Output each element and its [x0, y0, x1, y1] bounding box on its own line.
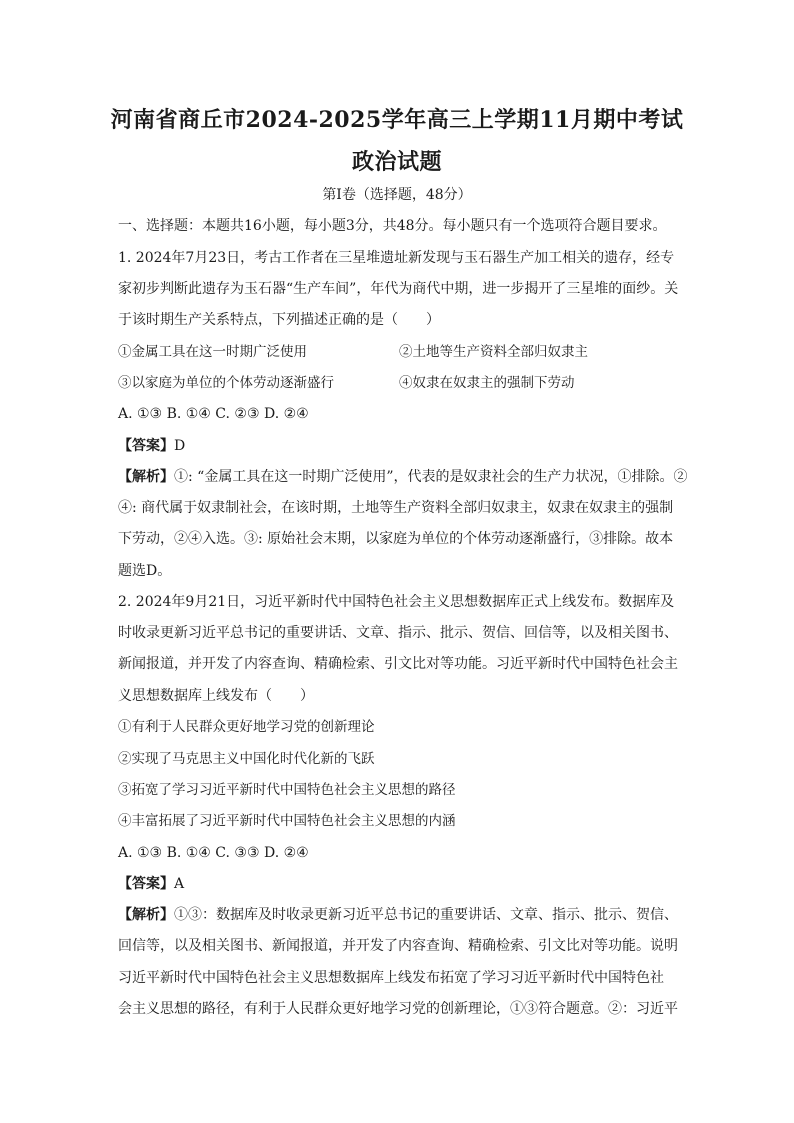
- q1-option-3: ③以家庭为单位的个体劳动逐渐盛行: [118, 375, 334, 391]
- document-title: 河南省商丘市2024-2025学年高三上学期11月期中考试: [110, 107, 684, 133]
- q2-stem-line-3: 新闻报道，并开发了内容查询、精确检索、引文比对等功能。习近平新时代中国特色社会主: [118, 656, 678, 672]
- q2-stem-line-1: 2. 2024年9月21日，习近平新时代中国特色社会主义思想数据库正式上线发布。数据库及: [118, 594, 675, 610]
- q1-stem-line-2: 家初步判断此遗存为玉石器“生产车间”，年代为商代中期，进一步揭开了三星堆的面纱。关: [118, 281, 679, 297]
- q1-stem-line-3: 于该时期生产关系特点，下列描述正确的是（ ）: [118, 312, 440, 328]
- q2-stem-line-2: 时收录更新习近平总书记的重要讲话、文章、指示、批示、贺信、回信等，以及相关图书、: [118, 625, 678, 641]
- answer-label: 【答案】: [118, 438, 174, 454]
- q2-stem-line-4: 义思想数据库上线发布（ ）: [118, 688, 314, 704]
- subject-title: 政治试题: [351, 149, 442, 175]
- analysis-label: 【解析】: [118, 469, 174, 485]
- q1-analysis-line-3: 下劳动，②④入选。③: 原始社会末期，以家庭为单位的个体劳动逐渐盛行，③排除。故本: [118, 531, 674, 547]
- section-heading: 第Ⅰ卷（选择题，48分）: [322, 187, 472, 203]
- q1-analysis-line-1: [118, 467, 686, 487]
- analysis-text: ①③：数据库及时收录更新习近平总书记的重要讲话、文章、指示、批示、贺信、: [174, 907, 678, 923]
- q1-option-1: ①金属工具在这一时期广泛使用: [118, 344, 307, 360]
- q2-option-3: ③拓宽了学习习近平新时代中国特色社会主义思想的路径: [118, 782, 456, 798]
- q2-choices: A. ①③ B. ①④ C. ③③ D. ②④: [118, 845, 309, 861]
- q2-analysis-line-1: [118, 905, 686, 925]
- q2-option-4: ④丰富拓展了习近平新时代中国特色社会主义思想的内涵: [118, 813, 456, 829]
- q1-option-4: ④奴隶在奴隶主的强制下劳动: [399, 375, 575, 391]
- q2-analysis-line-2: 回信等，以及相关图书、新闻报道，并开发了内容查询、精确检索、引文比对等功能。说明: [118, 938, 678, 954]
- instructions: 一、选择题：本题共16小题，每小题3分，共48分。每小题只有一个选项符合题目要求。: [118, 218, 667, 234]
- answer-value: A: [174, 876, 185, 892]
- q2-answer: [118, 874, 686, 894]
- q1-option-2: ②土地等生产资料全部归奴隶主: [399, 344, 588, 360]
- q1-analysis-line-2: ④: 商代属于奴隶制社会，在该时期，土地等生产资料全部归奴隶主，奴隶在奴隶主的强制: [118, 500, 674, 516]
- q1-choices: A. ①③ B. ①④ C. ②③ D. ②④: [118, 406, 309, 422]
- answer-value: D: [174, 438, 186, 454]
- q1-analysis-line-4: 题选D。: [118, 563, 172, 579]
- q1-answer: [118, 436, 686, 456]
- q2-option-1: ①有利于人民群众更好地学习党的创新理论: [118, 719, 375, 735]
- q2-analysis-line-3: 习近平新时代中国特色社会主义思想数据库上线发布拓宽了学习习近平新时代中国特色社: [118, 970, 664, 986]
- q1-stem-line-1: 1. 2024年7月23日，考古工作者在三星堆遗址新发现与玉石器生产加工相关的遗存，经专: [118, 250, 675, 266]
- q2-analysis-line-4: 会主义思想的路径，有利于人民群众更好地学习党的创新理论，①③符合题意。②：习近平: [118, 1001, 678, 1017]
- analysis-text: ①: “金属工具在这一时期广泛使用”，代表的是奴隶社会的生产力状况，①排除。②: [174, 469, 688, 485]
- q2-option-2: ②实现了马克思主义中国化时代化新的飞跃: [118, 751, 375, 767]
- answer-label: 【答案】: [118, 876, 174, 892]
- analysis-label: 【解析】: [118, 907, 174, 923]
